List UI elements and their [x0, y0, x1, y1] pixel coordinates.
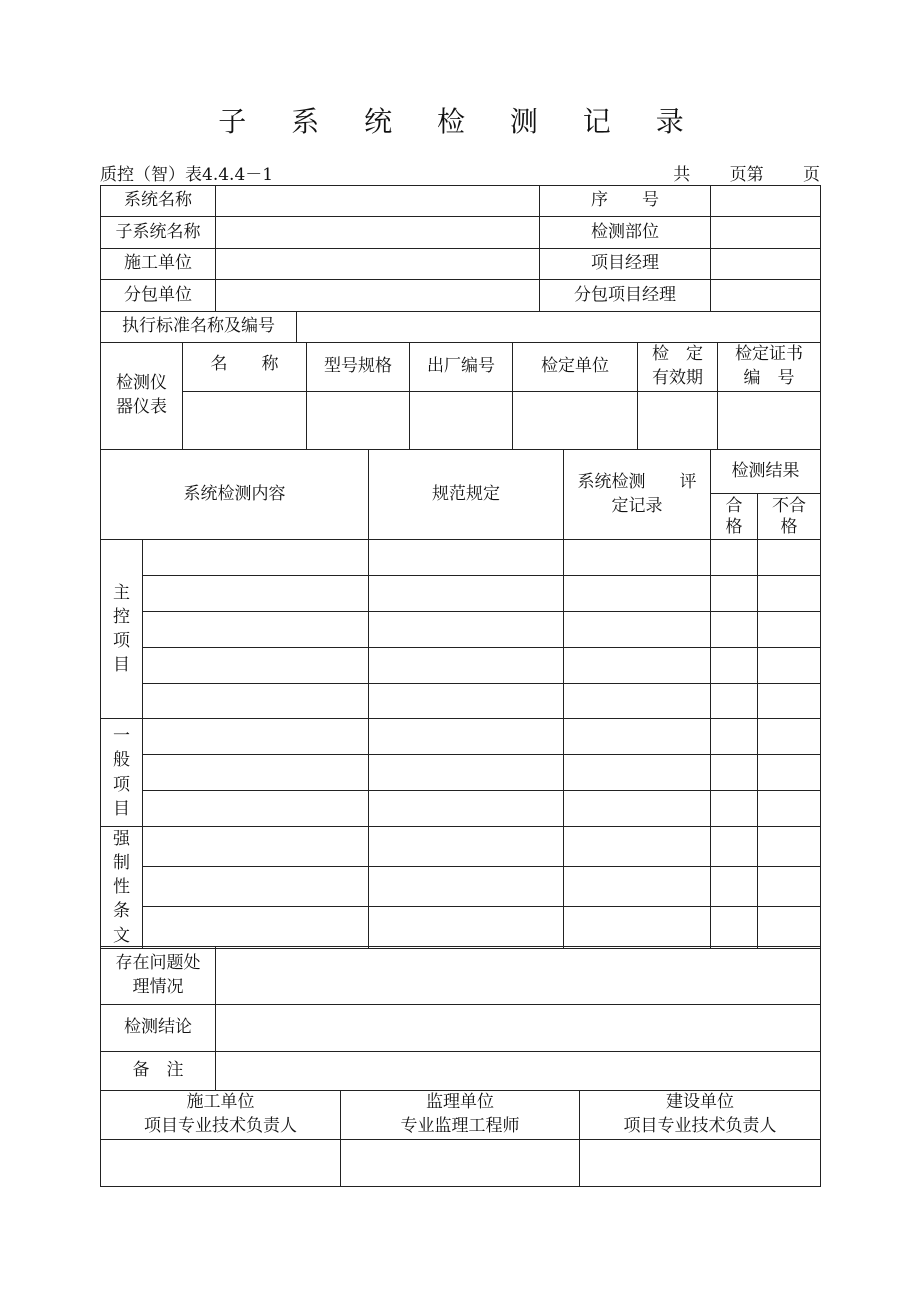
- group-label-mandatory: 强制性条文: [101, 827, 143, 949]
- inspection-table: [100, 449, 821, 949]
- fail-cell[interactable]: [758, 827, 821, 867]
- page-total-label: 共: [673, 165, 691, 185]
- fail-cell[interactable]: [758, 791, 821, 827]
- standard-value-field[interactable]: [297, 312, 821, 343]
- result-header: 检测结果: [711, 450, 821, 494]
- record-cell[interactable]: [564, 684, 711, 719]
- page-of-label: 页第: [729, 165, 764, 185]
- table-row: [101, 791, 821, 827]
- spec-cell[interactable]: [369, 540, 564, 576]
- content-cell[interactable]: [143, 576, 369, 612]
- standard-label: 执行标准名称及编号: [101, 312, 297, 343]
- content-cell[interactable]: [143, 907, 369, 948]
- signature-field[interactable]: [341, 1140, 580, 1187]
- instruments-table: [100, 342, 821, 450]
- fail-cell[interactable]: [758, 648, 821, 684]
- spec-cell[interactable]: [369, 648, 564, 684]
- signature-table: [100, 1090, 821, 1187]
- page-title: 子 系 统 检 测 记 录: [218, 105, 702, 138]
- record-cell[interactable]: [564, 540, 711, 576]
- instrument-cell[interactable]: [638, 392, 718, 450]
- record-header: 系统检测 评定记录: [564, 450, 711, 540]
- record-cell[interactable]: [564, 755, 711, 791]
- issues-field[interactable]: [216, 947, 821, 1005]
- header-label: 子系统名称: [101, 217, 216, 249]
- pass-cell[interactable]: [711, 755, 758, 791]
- spec-cell[interactable]: [369, 907, 564, 948]
- table-row: [101, 684, 821, 719]
- header-row: [101, 217, 821, 249]
- spec-cell[interactable]: [369, 684, 564, 719]
- signature-header-owner: [580, 1091, 821, 1140]
- fail-cell[interactable]: [758, 719, 821, 755]
- content-cell[interactable]: [143, 540, 369, 576]
- remarks-label: 备 注: [101, 1052, 216, 1091]
- spec-cell[interactable]: [369, 576, 564, 612]
- instrument-cell[interactable]: [513, 392, 638, 450]
- pass-cell[interactable]: [711, 576, 758, 612]
- record-cell[interactable]: [564, 827, 711, 867]
- header-right-label: 序 号: [540, 186, 711, 217]
- remarks-field[interactable]: [216, 1052, 821, 1091]
- instrument-cell[interactable]: [183, 392, 307, 450]
- header-info-table: [100, 185, 821, 312]
- record-cell[interactable]: [564, 867, 711, 907]
- header-right-value-field[interactable]: [711, 217, 821, 249]
- conclusion-label: 检测结论: [101, 1005, 216, 1052]
- instrument-col-model: 型号规格: [307, 343, 410, 392]
- content-header: 系统检测内容: [101, 450, 369, 540]
- record-cell[interactable]: [564, 648, 711, 684]
- table-row: [101, 612, 821, 648]
- spec-header: 规范规定: [369, 450, 564, 540]
- content-cell[interactable]: [143, 648, 369, 684]
- group-label-general: 一般项目: [101, 719, 143, 827]
- signature-header-construction: [101, 1091, 341, 1140]
- instrument-col-name: 名 称: [183, 343, 307, 392]
- header-right-label: 项目经理: [540, 249, 711, 280]
- header-row: [101, 280, 821, 312]
- pass-cell[interactable]: [711, 867, 758, 907]
- instrument-cell[interactable]: [307, 392, 410, 450]
- content-cell[interactable]: [143, 755, 369, 791]
- pass-cell[interactable]: [711, 827, 758, 867]
- record-cell[interactable]: [564, 719, 711, 755]
- spec-cell[interactable]: [369, 791, 564, 827]
- page-label: 页: [803, 165, 820, 185]
- spec-cell[interactable]: [369, 612, 564, 648]
- header-value-field[interactable]: [216, 249, 540, 280]
- pass-cell[interactable]: [711, 612, 758, 648]
- content-cell[interactable]: [143, 827, 369, 867]
- header-value-field[interactable]: [216, 280, 540, 312]
- content-cell[interactable]: [143, 612, 369, 648]
- record-cell[interactable]: [564, 576, 711, 612]
- signature-org: 监理单位: [426, 1092, 494, 1113]
- header-value-field[interactable]: [216, 186, 540, 217]
- instrument-col-serial: 出厂编号: [410, 343, 513, 392]
- table-row: [101, 576, 821, 612]
- table-row: [101, 827, 821, 867]
- signature-org: 建设单位: [666, 1092, 734, 1113]
- record-cell[interactable]: [564, 612, 711, 648]
- instrument-cell[interactable]: [410, 392, 513, 450]
- pass-cell[interactable]: [711, 648, 758, 684]
- spec-cell[interactable]: [369, 827, 564, 867]
- header-label: 施工单位: [101, 249, 216, 280]
- issues-label: 存在问题处理情况: [101, 947, 216, 1005]
- fail-cell[interactable]: [758, 576, 821, 612]
- conclusion-table: [100, 946, 821, 1091]
- signature-field[interactable]: [580, 1140, 821, 1187]
- instrument-col-validity: 检 定有效期: [638, 343, 718, 392]
- instrument-col-cert-org: 检定单位: [513, 343, 638, 392]
- fail-cell[interactable]: [758, 612, 821, 648]
- table-row: [101, 907, 821, 948]
- content-cell[interactable]: [143, 684, 369, 719]
- signature-role: 项目专业技术负责人: [144, 1116, 297, 1136]
- fail-header: 不合格: [758, 494, 821, 540]
- fail-cell[interactable]: [758, 867, 821, 907]
- header-right-value-field[interactable]: [711, 249, 821, 280]
- content-cell[interactable]: [143, 719, 369, 755]
- signature-role: 专业监理工程师: [400, 1116, 520, 1136]
- record-cell[interactable]: [564, 791, 711, 827]
- signature-header-supervision: [341, 1091, 580, 1140]
- record-cell[interactable]: [564, 907, 711, 948]
- table-row: [101, 867, 821, 907]
- fail-cell[interactable]: [758, 907, 821, 948]
- content-cell[interactable]: [143, 791, 369, 827]
- instrument-cell[interactable]: [718, 392, 821, 450]
- header-right-value-field[interactable]: [711, 280, 821, 312]
- table-row: [101, 755, 821, 791]
- fail-cell[interactable]: [758, 540, 821, 576]
- header-row: [101, 186, 821, 217]
- pass-cell[interactable]: [711, 791, 758, 827]
- standard-table: [100, 311, 821, 343]
- spec-cell[interactable]: [369, 867, 564, 907]
- conclusion-field[interactable]: [216, 1005, 821, 1052]
- page-counter: [673, 160, 820, 185]
- header-right-value-field[interactable]: [711, 186, 821, 217]
- pass-header: 合格: [711, 494, 758, 540]
- form-subheader: [100, 160, 820, 184]
- table-row: [101, 648, 821, 684]
- header-right-label: 分包项目经理: [540, 280, 711, 312]
- signature-org: 施工单位: [186, 1092, 255, 1113]
- signature-role: 项目专业技术负责人: [623, 1116, 777, 1136]
- content-cell[interactable]: [143, 867, 369, 907]
- instrument-col-cert-no: 检定证书编 号: [718, 343, 821, 392]
- spec-cell[interactable]: [369, 719, 564, 755]
- pass-cell[interactable]: [711, 684, 758, 719]
- group-label-main: 主控项目: [101, 540, 143, 719]
- header-value-field[interactable]: [216, 217, 540, 249]
- header-row: [101, 249, 821, 280]
- signature-field[interactable]: [101, 1140, 341, 1187]
- header-right-label: 检测部位: [540, 217, 711, 249]
- pass-cell[interactable]: [711, 907, 758, 948]
- fail-cell[interactable]: [758, 755, 821, 791]
- table-row: [101, 540, 821, 576]
- form-code: 质控（智）表4.4.4－1: [100, 165, 274, 185]
- instruments-group-label: 检测仪器仪表: [101, 343, 183, 450]
- header-label: 系统名称: [101, 186, 216, 217]
- pass-cell[interactable]: [711, 540, 758, 576]
- table-row: [101, 719, 821, 755]
- fail-cell[interactable]: [758, 684, 821, 719]
- header-label: 分包单位: [101, 280, 216, 312]
- pass-cell[interactable]: [711, 719, 758, 755]
- spec-cell[interactable]: [369, 755, 564, 791]
